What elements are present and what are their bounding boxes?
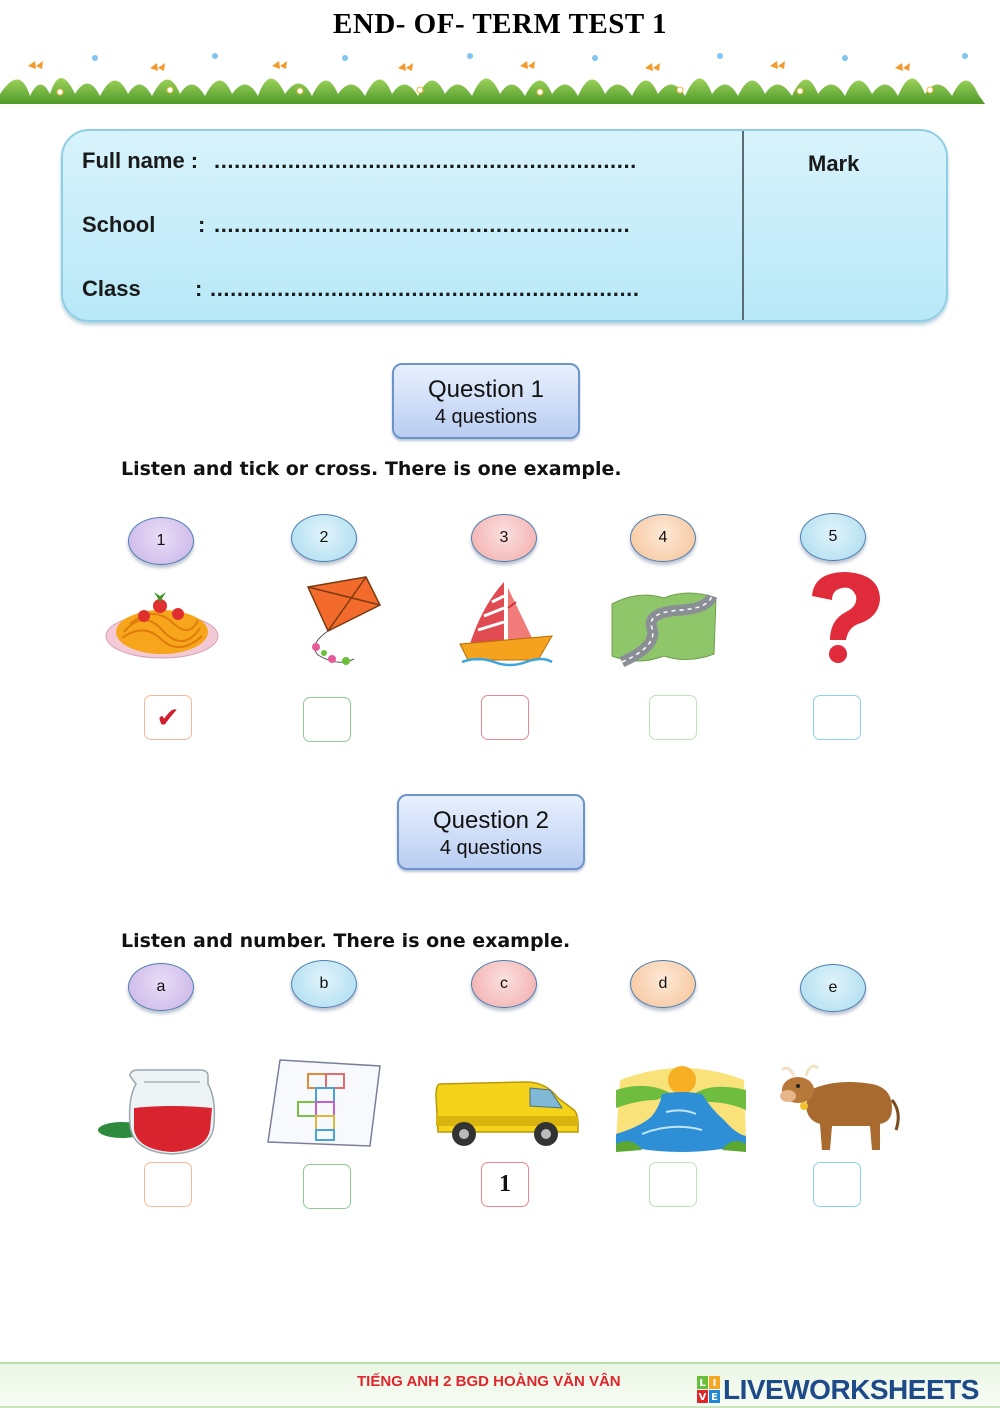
q2-answer-box-d[interactable] [649,1162,697,1207]
logo-letter-l: L [699,1378,706,1389]
q2-answer-box-b[interactable] [303,1164,351,1209]
question-mark-picture [802,570,886,664]
logo-letter-i: I [712,1378,717,1389]
q2-bubble-b: b [291,960,357,1008]
river-picture [612,1060,750,1156]
boat-picture [458,578,554,668]
q2-bubble-a: a [128,963,194,1011]
full-name-field[interactable]: ............................................................... [214,148,637,173]
class-field[interactable]: ................................................................ [210,276,640,301]
q1-bubble-5: 5 [800,513,866,561]
van-picture [434,1076,580,1148]
meadow-banner [0,44,1000,108]
page-title: END- OF- TERM TEST 1 [333,8,667,40]
road-picture [608,584,720,668]
jam-jar-picture [96,1068,218,1156]
q2-bubble-d: d [630,960,696,1008]
q1-answer-box-3[interactable] [481,695,529,740]
hopscotch-picture [266,1058,382,1148]
mark-label: Mark [808,151,860,176]
class-colon: : [195,276,203,301]
logo-letter-e: E [711,1392,718,1403]
liveworksheets-logo-icon [697,1375,721,1405]
liveworksheets-brand[interactable]: LIVEWORKSHEETS [723,1374,979,1405]
q2-answer-box-e[interactable] [813,1162,861,1207]
q2-bubble-e: e [800,964,866,1012]
full-name-label: Full name : [82,148,199,173]
q1-bubble-3: 3 [471,514,537,562]
q1-answer-box-4[interactable] [649,695,697,740]
question2-instruction: Listen and number. There is one example. [121,930,571,952]
school-label: School [82,212,156,237]
question1-count: 4 questions [434,406,538,428]
question1-header [392,363,580,439]
question2-title: Question 2 [432,807,550,834]
question1-title: Question 1 [427,376,545,403]
info-divider [742,131,744,320]
q2-answer-box-c[interactable]: 1 [481,1162,529,1207]
spaghetti-picture [104,578,220,662]
q1-bubble-1: 1 [128,517,194,565]
q1-bubble-2: 2 [291,514,357,562]
school-field[interactable]: .............................................................. [214,212,631,237]
q2-answer-box-a[interactable] [144,1162,192,1207]
q1-answer-box-2[interactable] [303,697,351,742]
question2-count: 4 questions [439,837,543,859]
q1-answer-box-1[interactable] [144,695,192,740]
cow-picture [776,1060,902,1154]
footer-credit: TIẾNG ANH 2 BGD HOÀNG VĂN VÂN [357,1373,621,1390]
logo-letter-v: V [698,1392,707,1403]
kite-picture [288,575,386,667]
q2-bubble-c: c [471,960,537,1008]
question2-header [397,794,585,870]
question1-instruction: Listen and tick or cross. There is one example. [121,458,622,480]
q1-bubble-4: 4 [630,514,696,562]
school-colon: : [198,212,206,237]
class-label: Class [82,276,141,301]
tick-mark: ✔ [156,701,180,734]
q1-answer-box-5[interactable] [813,695,861,740]
